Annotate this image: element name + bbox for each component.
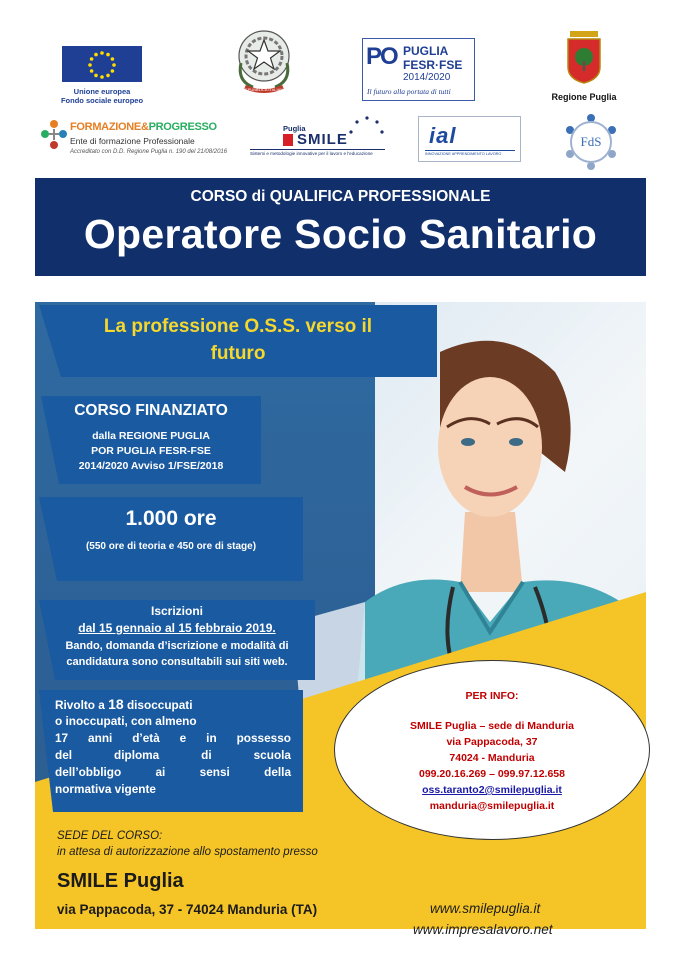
- fp-title-part1: FORMAZIONE: [70, 121, 141, 133]
- info-title: PER INFO:: [465, 690, 519, 702]
- eu-stars-icon: [62, 46, 142, 82]
- enrollment-line2: candidatura sono consultabili sui siti web.: [66, 656, 288, 668]
- regione-puglia-crest-icon: [541, 27, 627, 87]
- title-banner: [35, 178, 646, 276]
- course-location-note: in attesa di autorizzazione allo spostamento presso: [57, 846, 318, 858]
- website-smilepuglia-link[interactable]: www.smilepuglia.it: [430, 901, 541, 916]
- fds-wordmark: FdS: [580, 134, 602, 149]
- tagline-text: [39, 313, 437, 367]
- enrollment-line1: Bando, domanda d’iscrizione e modalità di: [65, 640, 289, 652]
- audience-line2: o inoccupati, con almeno: [55, 714, 197, 728]
- info-contact-ellipse: [334, 660, 650, 840]
- enrollment-title: Iscrizioni: [150, 604, 203, 618]
- eu-flag-logo: [62, 46, 142, 82]
- ial-wordmark: ial: [429, 123, 457, 148]
- course-type-heading: CORSO di QUALIFICA PROFESSIONALE: [190, 188, 491, 205]
- formazione-progresso-logo: [40, 118, 228, 168]
- course-location-name: SMILE Puglia: [57, 870, 184, 892]
- smile-tagline: Sistemi e metodologie innovative per il lavoro e l'educazione: [250, 149, 385, 156]
- info-phones: 099.20.16.269 – 099.97.12.658: [419, 768, 565, 780]
- info-email-2[interactable]: manduria@smilepuglia.it: [429, 800, 555, 812]
- enrollment-box: [39, 600, 315, 680]
- eu-caption: [52, 87, 152, 105]
- financed-course-box: [41, 396, 261, 484]
- fp-accreditation-note: Accreditato con D.D. Regione Puglia n. 190 del 21/08/2016: [70, 149, 228, 155]
- eu-caption-line2: Fondo sociale europeo: [60, 96, 144, 105]
- formazione-progresso-title: [70, 121, 217, 133]
- audience-line1: [55, 696, 291, 713]
- ial-logo: [418, 116, 521, 162]
- italian-emblem-icon: [233, 23, 295, 97]
- po-years-text: 2014/2020: [403, 72, 451, 83]
- po-fesr-text: FESR·FSE: [403, 58, 463, 72]
- course-location-label: SEDE DEL CORSO:: [57, 830, 163, 842]
- fp-title-amp: &: [140, 121, 149, 133]
- info-email-link-1[interactable]: oss.taranto2@smilepuglia.it: [422, 784, 562, 796]
- financed-line2: POR PUGLIA FESR-FSE: [91, 445, 211, 457]
- audience-line1-a: Rivolto a: [55, 698, 109, 712]
- smile-wordmark: SMILE: [297, 131, 348, 148]
- fds-logo: [556, 110, 626, 174]
- hours-detail: (550 ore di teoria e 450 ore di stage): [85, 541, 257, 552]
- audience-count: 18: [108, 696, 124, 712]
- people-circle-icon: [40, 118, 68, 158]
- enrollment-dates: dal 15 gennaio al 15 febbraio 2019.: [78, 621, 276, 635]
- ial-tagline: INNOVAZIONE APPRENDIMENTO LAVORO: [425, 150, 515, 156]
- eu-caption-line1: Unione europea: [73, 87, 131, 96]
- fp-subtitle: Ente di formazione Professionale: [70, 136, 195, 146]
- info-street: via Pappacoda, 37: [446, 736, 538, 748]
- hours-total: 1.000 ore: [125, 507, 217, 530]
- info-organization: SMILE Puglia – sede di Manduria: [410, 720, 574, 732]
- tagline-line1: La professione O.S.S. verso il: [103, 316, 373, 337]
- tagline-line2: futuro: [210, 343, 266, 364]
- target-audience-box: [39, 690, 303, 812]
- smile-puglia-small: Puglia: [283, 124, 306, 133]
- emblem-ribbon-text: REPUBBLICA ITALIANA: [242, 87, 286, 92]
- italian-republic-emblem: [233, 23, 295, 97]
- financed-line3: 2014/2020 Avviso 1/FSE/2018: [78, 460, 224, 472]
- financed-line1: dalla REGIONE PUGLIA: [92, 430, 210, 442]
- po-tagline: Il futuro alla portata di tutti: [367, 87, 451, 96]
- financed-title: CORSO FINANZIATO: [74, 402, 228, 419]
- poster-body: [35, 302, 646, 937]
- smile-stars-icon: [345, 114, 385, 144]
- regione-puglia-caption: Regione Puglia: [551, 92, 617, 102]
- hours-box: [39, 497, 303, 581]
- smile-puglia-logo: [250, 114, 385, 164]
- audience-line3: 17 anni d’età e in possesso: [55, 731, 291, 745]
- course-title: Operatore Socio Sanitario: [83, 211, 598, 257]
- course-location-address: via Pappacoda, 37 - 74024 Manduria (TA): [57, 902, 318, 917]
- tagline-box: [39, 305, 437, 377]
- regione-puglia-logo: [541, 27, 627, 102]
- smile-red-square-icon: [283, 134, 293, 146]
- info-city: 74024 - Manduria: [449, 752, 535, 764]
- website-impresalavoro-link[interactable]: www.impresalavoro.net: [413, 922, 553, 937]
- audience-line5: dell’obbligo ai sensi della: [55, 765, 291, 779]
- audience-line4: del diploma di scuola: [55, 748, 291, 762]
- audience-line1-c: disoccupati: [123, 698, 193, 712]
- po-puglia-text: PUGLIA: [403, 44, 449, 58]
- po-mark: PO: [366, 43, 397, 70]
- fp-title-part2: PROGRESSO: [148, 121, 217, 133]
- audience-line6: normativa vigente: [55, 782, 156, 796]
- po-fesr-fse-logo: [362, 38, 475, 101]
